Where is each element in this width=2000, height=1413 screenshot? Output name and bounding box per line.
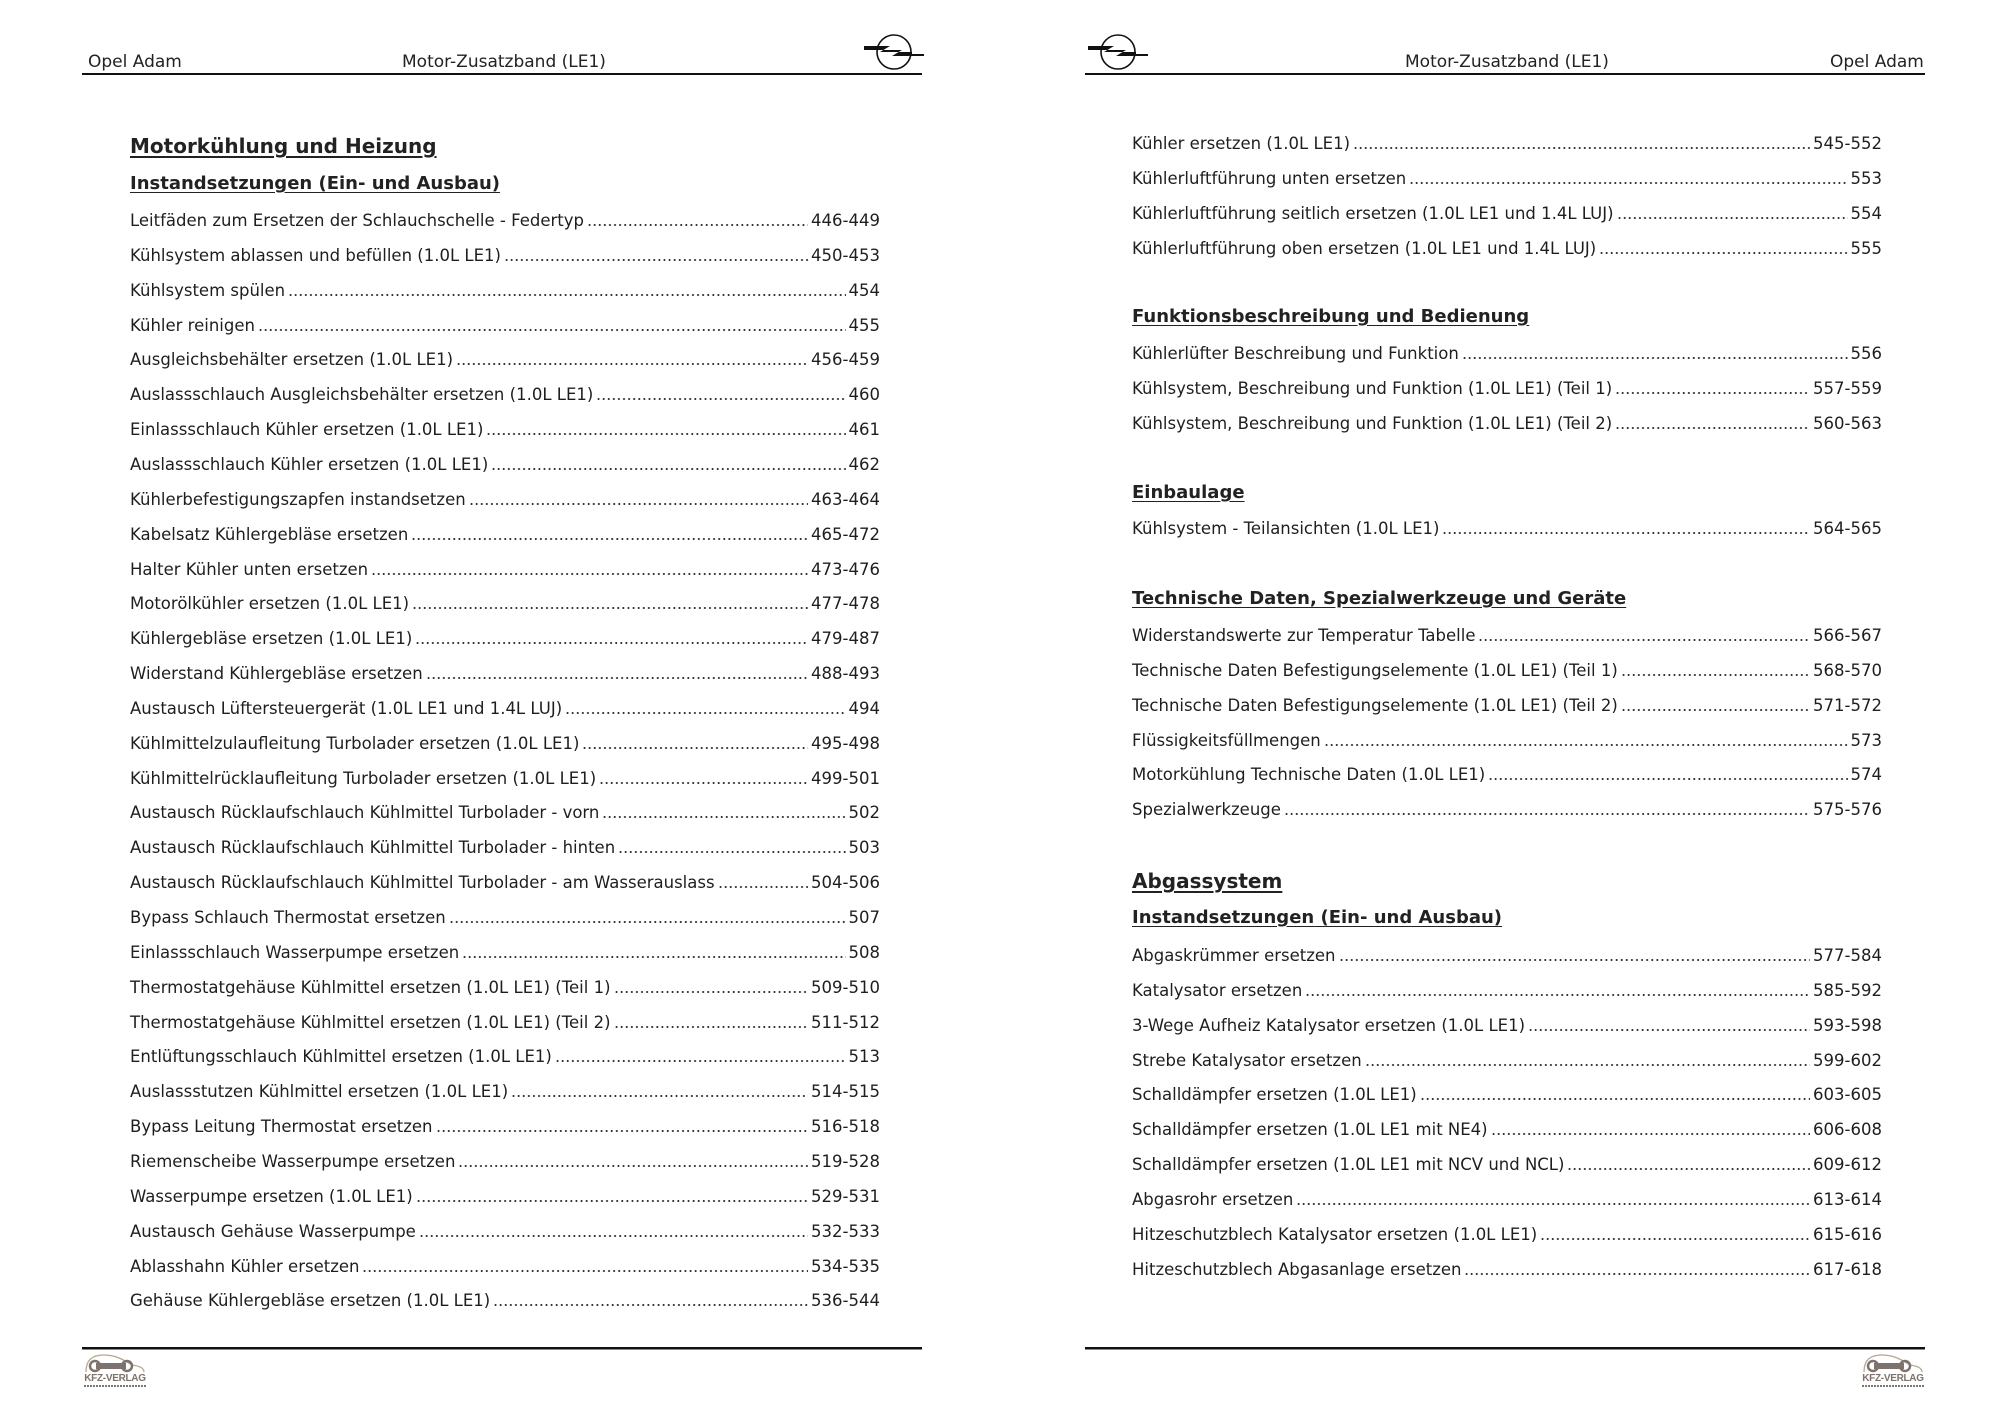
toc-entry[interactable] (130, 1012, 880, 1034)
toc-entry[interactable] (130, 698, 880, 720)
toc-entry[interactable] (130, 1256, 880, 1278)
dot-leader (493, 1291, 808, 1307)
toc-entry-title: Flüssigkeitsfüllmengen (1132, 730, 1321, 750)
toc-entry-title: Gehäuse Kühlergebläse ersetzen (1.0L LE1) (130, 1291, 491, 1311)
toc-entry[interactable] (1132, 133, 1882, 155)
toc-entry-title: Thermostatgehäuse Kühlmittel ersetzen (1.0L LE1) (Teil 2) (130, 1012, 611, 1032)
dot-leader (411, 525, 808, 541)
toc-entry-title: Abgaskrümmer ersetzen (1132, 946, 1336, 965)
toc-entry[interactable] (1132, 1084, 1882, 1106)
toc-entry-pages: 502 (848, 803, 880, 823)
toc-entry-title: Technische Daten Befestigungselemente (1.0L LE1) (Teil 2) (1132, 695, 1618, 715)
toc-entry[interactable] (130, 768, 880, 790)
toc-entry-pages: 454 (848, 280, 880, 300)
toc-entry[interactable] (130, 1290, 880, 1312)
toc-entry-title: Kühlerluftführung oben ersetzen (1.0L LE1 und 1.4L LUJ) (1132, 238, 1597, 258)
toc-entry[interactable] (130, 977, 880, 999)
toc-entry-pages: 536-544 (811, 1291, 880, 1311)
dot-leader (415, 629, 808, 645)
footer-rule (82, 1347, 922, 1350)
toc-entry-title: Thermostatgehäuse Kühlmittel ersetzen (1.0L LE1) (Teil 1) (130, 977, 611, 997)
toc-entry[interactable] (130, 245, 880, 267)
toc-entry-title: Schalldämpfer ersetzen (1.0L LE1) (1132, 1085, 1417, 1105)
toc-entry[interactable] (130, 942, 880, 964)
toc-entry-pages: 613-614 (1813, 1189, 1882, 1209)
dot-leader (288, 281, 845, 297)
section-heading: Einbaulage (1132, 482, 1245, 503)
dot-leader (587, 211, 808, 227)
opel-blitz-logo-icon (862, 30, 926, 74)
toc-entry-title: Kühlerluftführung seitlich ersetzen (1.0L LE1 und 1.4L LUJ) (1132, 203, 1614, 223)
toc-entry[interactable] (1132, 799, 1882, 821)
toc-entry[interactable] (1132, 660, 1882, 682)
dot-leader (565, 699, 845, 715)
toc-entry-pages: 519-528 (811, 1151, 880, 1171)
dot-leader (1296, 1190, 1810, 1206)
footer-rule (1085, 1347, 1925, 1350)
toc-entry[interactable] (1132, 378, 1882, 400)
dot-leader (1621, 696, 1810, 712)
dot-leader (596, 385, 845, 401)
kfz-verlag-logo (82, 1352, 148, 1392)
toc-entry[interactable] (130, 628, 880, 650)
toc-entry-pages: 575-576 (1813, 800, 1882, 820)
dot-leader (555, 1047, 846, 1063)
dot-leader (258, 316, 846, 332)
toc-entry[interactable] (130, 1046, 880, 1068)
dot-leader (1409, 169, 1847, 185)
toc-entry-title: Kühlerluftführung unten ersetzen (1132, 168, 1407, 188)
toc-entry-pages: 456-459 (811, 350, 880, 370)
dot-leader (614, 978, 809, 994)
toc-entry-pages: 516-518 (811, 1117, 880, 1137)
publisher-tagline (1862, 1385, 1924, 1387)
section-heading: Abgassystem (1132, 869, 1283, 893)
toc-entry[interactable] (130, 733, 880, 755)
toc-entry-title: Kühlsystem spülen (130, 280, 286, 300)
toc-entry-title: Austausch Rücklaufschlauch Kühlmittel Turbolader - vorn (130, 803, 600, 823)
publisher-name: KFZ-VERLAG (84, 1373, 146, 1384)
section-subheading: Instandsetzungen (Ein- und Ausbau) (130, 173, 501, 194)
toc-entry-title: Ausgleichsbehälter ersetzen (1.0L LE1) (130, 350, 454, 370)
kfz-verlag-logo (1860, 1352, 1926, 1392)
dot-leader (1284, 800, 1810, 816)
dot-leader (1617, 204, 1848, 220)
toc-entry-pages: 479-487 (811, 629, 880, 649)
toc-entry-pages: 513 (848, 1047, 880, 1067)
dot-leader (614, 1013, 809, 1029)
toc-entry-pages: 450-453 (811, 245, 880, 265)
dot-leader (582, 734, 808, 750)
dot-leader (371, 560, 808, 576)
left-page (0, 0, 960, 1413)
toc-entry-title: Kühler reinigen (130, 315, 255, 335)
dot-leader (1442, 519, 1810, 535)
dot-leader (1339, 946, 1811, 962)
toc-entry-title: Kühlmittelrücklaufleitung Turbolader ersetzen (1.0L LE1) (130, 768, 597, 788)
toc-entry-title: Kühler ersetzen (1.0L LE1) (1132, 134, 1351, 153)
toc-entry[interactable] (1132, 1189, 1882, 1211)
toc-entry-title: Abgasrohr ersetzen (1132, 1189, 1294, 1209)
toc-entry-title: Kabelsatz Kühlergebläse ersetzen (130, 524, 409, 544)
section-heading: Motorkühlung und Heizung (130, 134, 437, 158)
dot-leader (412, 594, 808, 610)
toc-entry-title: Kühlergebläse ersetzen (1.0L LE1) (130, 629, 413, 649)
toc-entry-pages: 461 (848, 420, 880, 440)
toc-entry-pages: 509-510 (811, 977, 880, 997)
toc-entry-pages: 606-608 (1813, 1120, 1882, 1140)
toc-entry-title: Kühlsystem, Beschreibung und Funktion (1.0L LE1) (Teil 2) (1132, 413, 1613, 433)
toc-entry[interactable] (130, 872, 880, 894)
toc-entry[interactable] (130, 280, 880, 302)
toc-entry[interactable] (1132, 1015, 1882, 1037)
toc-entry-title: Einlassschlauch Wasserpumpe ersetzen (130, 942, 460, 962)
toc-entry-pages: 534-535 (811, 1256, 880, 1276)
toc-entry-title: Technische Daten Befestigungselemente (1.0L LE1) (Teil 1) (1132, 660, 1618, 680)
toc-entry[interactable] (1132, 518, 1882, 540)
section-subheading: Instandsetzungen (Ein- und Ausbau) (1132, 907, 1503, 928)
publisher-name: KFZ-VERLAG (1862, 1373, 1924, 1384)
dot-leader (1478, 626, 1810, 642)
toc-entry-pages: 609-612 (1813, 1155, 1882, 1175)
toc-entry-title: Auslassschlauch Kühler ersetzen (1.0L LE1) (130, 454, 489, 474)
toc-entry[interactable] (130, 1186, 880, 1208)
header-rule (1085, 73, 1925, 75)
toc-entry-title: Bypass Leitung Thermostat ersetzen (130, 1117, 433, 1137)
dot-leader (469, 490, 808, 506)
toc-entry[interactable] (130, 524, 880, 546)
toc-entry-pages: 494 (848, 698, 880, 718)
toc-entry[interactable] (130, 1081, 880, 1103)
header-brand: Opel Adam (1830, 52, 1924, 72)
header-title: Motor-Zusatzband (LE1) (402, 52, 606, 72)
toc-entry-pages: 460 (848, 385, 880, 405)
right-page (1000, 0, 2000, 1413)
toc-entry-pages: 495-498 (811, 733, 880, 753)
dot-leader (1540, 1225, 1810, 1241)
toc-entry-pages: 573 (1850, 730, 1882, 750)
dot-leader (419, 1222, 808, 1238)
toc-entry-title: Hitzeschutzblech Abgasanlage ersetzen (1132, 1259, 1462, 1279)
toc-entry-title: Austausch Rücklaufschlauch Kühlmittel Turbolader - am Wasserauslass (130, 873, 715, 893)
toc-entry-pages: 529-531 (811, 1186, 880, 1206)
header-title: Motor-Zusatzband (LE1) (1405, 52, 1609, 72)
toc-entry[interactable] (1132, 238, 1882, 260)
dot-leader (1491, 1120, 1810, 1136)
car-wrench-icon (82, 1352, 148, 1374)
toc-entry-title: Motorkühlung Technische Daten (1.0L LE1) (1132, 765, 1486, 785)
toc-entry[interactable] (130, 559, 880, 581)
toc-entry-title: Widerstand Kühlergebläse ersetzen (130, 664, 423, 684)
toc-entry[interactable] (1132, 413, 1882, 435)
toc-entry-title: Strebe Katalysator ersetzen (1132, 1050, 1362, 1070)
toc-entry-pages: 615-616 (1813, 1224, 1882, 1244)
toc-entry[interactable] (130, 419, 880, 441)
toc-entry-pages: 553 (1850, 168, 1882, 188)
publisher-tagline (84, 1385, 146, 1387)
toc-entry[interactable] (1132, 945, 1882, 967)
toc-entry-pages: 545-552 (1813, 134, 1882, 153)
dot-leader (1528, 1016, 1810, 1032)
section-heading: Technische Daten, Spezialwerkzeuge und Geräte (1132, 588, 1627, 609)
toc-entry-title: Auslassschlauch Ausgleichsbehälter ersetzen (1.0L LE1) (130, 385, 594, 405)
toc-entry-pages: 574 (1850, 765, 1882, 785)
toc-entry-title: Widerstandswerte zur Temperatur Tabelle (1132, 626, 1476, 645)
toc-entry[interactable] (1132, 203, 1882, 225)
toc-entry-pages: 560-563 (1813, 413, 1882, 433)
dot-leader (1420, 1085, 1810, 1101)
dot-leader (449, 908, 846, 924)
dot-leader (602, 803, 845, 819)
dot-leader (436, 1117, 809, 1133)
toc-entry-title: Motorölkühler ersetzen (1.0L LE1) (130, 594, 410, 614)
toc-entry[interactable] (130, 802, 880, 824)
toc-entry-title: Austausch Rücklaufschlauch Kühlmittel Turbolader - hinten (130, 838, 616, 858)
dot-leader (456, 350, 808, 366)
toc-entry-title: Spezialwerkzeuge (1132, 800, 1281, 820)
toc-entry[interactable] (130, 593, 880, 615)
toc-entry-title: Austausch Gehäuse Wasserpumpe (130, 1221, 416, 1241)
toc-entry-pages: 571-572 (1813, 695, 1882, 715)
dot-leader (1615, 414, 1810, 430)
dot-leader (491, 455, 845, 471)
section-heading: Funktionsbeschreibung und Bedienung (1132, 306, 1530, 327)
toc-entry[interactable] (130, 1151, 880, 1173)
toc-entry-pages: 508 (848, 942, 880, 962)
toc-entry-pages: 603-605 (1813, 1085, 1882, 1105)
dot-leader (1464, 1260, 1810, 1276)
toc-entry-pages: 599-602 (1813, 1050, 1882, 1070)
toc-entry-title: Wasserpumpe ersetzen (1.0L LE1) (130, 1186, 413, 1206)
toc-entry-pages: 473-476 (811, 559, 880, 579)
toc-entry-pages: 488-493 (811, 664, 880, 684)
toc-entry-title: Kühlerbefestigungszapfen instandsetzen (130, 489, 466, 509)
dot-leader (618, 838, 845, 854)
dot-leader (1599, 239, 1847, 255)
toc-entry-title: Katalysator ersetzen (1132, 980, 1303, 1000)
toc-entry-pages: 566-567 (1813, 626, 1882, 645)
toc-entry-pages: 504-506 (811, 873, 880, 893)
toc-entry-pages: 555 (1850, 238, 1882, 258)
dot-leader (1462, 344, 1848, 360)
toc-entry-title: Bypass Schlauch Thermostat ersetzen (130, 908, 446, 927)
toc-entry-pages: 564-565 (1813, 519, 1882, 538)
toc-entry[interactable] (130, 210, 880, 232)
toc-entry[interactable] (1132, 980, 1882, 1002)
toc-entry[interactable] (1132, 625, 1882, 647)
toc-entry-title: Kühlsystem, Beschreibung und Funktion (1.0L LE1) (Teil 1) (1132, 378, 1613, 398)
toc-entry-title: Hitzeschutzblech Katalysator ersetzen (1.0L LE1) (1132, 1224, 1538, 1244)
dot-leader (362, 1257, 808, 1273)
toc-entry-title: Austausch Lüftersteuergerät (1.0L LE1 und 1.4L LUJ) (130, 698, 563, 718)
dot-leader (1305, 981, 1810, 997)
toc-entry[interactable] (1132, 168, 1882, 190)
toc-entry-title: Kühlmittelzulaufleitung Turbolader ersetzen (1.0L LE1) (130, 733, 580, 753)
toc-entry-pages: 532-533 (811, 1221, 880, 1241)
toc-entry[interactable] (130, 315, 880, 337)
toc-entry-pages: 455 (848, 315, 880, 335)
toc-entry[interactable] (1132, 1259, 1882, 1281)
toc-entry-pages: 568-570 (1813, 660, 1882, 680)
toc-entry-pages: 585-592 (1813, 980, 1882, 1000)
toc-entry-title: Entlüftungsschlauch Kühlmittel ersetzen (1.0L LE1) (130, 1047, 552, 1067)
toc-entry-title: Auslassstutzen Kühlmittel ersetzen (1.0L LE1) (130, 1082, 509, 1102)
dot-leader (416, 1187, 808, 1203)
toc-entry[interactable] (1132, 343, 1882, 365)
dot-leader (511, 1082, 808, 1098)
dot-leader (486, 420, 845, 436)
toc-entry-title: Riemenscheibe Wasserpumpe ersetzen (130, 1151, 456, 1171)
header-brand: Opel Adam (88, 52, 182, 72)
toc-entry-pages: 557-559 (1813, 378, 1882, 398)
toc-entry-title: Einlassschlauch Kühler ersetzen (1.0L LE1) (130, 420, 484, 440)
toc-entry[interactable] (130, 489, 880, 511)
toc-entry[interactable] (1132, 764, 1882, 786)
dot-leader (1365, 1051, 1810, 1067)
dot-leader (504, 246, 808, 262)
toc-entry-pages: 462 (848, 454, 880, 474)
toc-entry-title: Leitfäden zum Ersetzen der Schlauchschelle - Federtyp (130, 211, 584, 230)
toc-entry[interactable] (1132, 1154, 1882, 1176)
dot-leader (1567, 1155, 1810, 1171)
dot-leader (458, 1152, 808, 1168)
toc-entry-title: Ablasshahn Kühler ersetzen (130, 1256, 360, 1276)
toc-entry-title: Schalldämpfer ersetzen (1.0L LE1 mit NCV und NCL) (1132, 1155, 1565, 1175)
toc-entry[interactable] (130, 663, 880, 685)
toc-entry-title: Kühlsystem - Teilansichten (1.0L LE1) (1132, 519, 1440, 538)
toc-entry-title: Halter Kühler unten ersetzen (130, 559, 369, 579)
toc-entry-title: 3-Wege Aufheiz Katalysator ersetzen (1.0L LE1) (1132, 1015, 1526, 1035)
toc-entry[interactable] (130, 349, 880, 371)
toc-entry-pages: 477-478 (811, 594, 880, 614)
toc-entry-pages: 577-584 (1813, 946, 1882, 965)
toc-entry-pages: 556 (1850, 344, 1882, 363)
dot-leader (462, 943, 845, 959)
toc-entry-pages: 446-449 (811, 211, 880, 230)
dot-leader (1353, 134, 1810, 150)
toc-entry-title: Kühlsystem ablassen und befüllen (1.0L LE1) (130, 245, 501, 265)
toc-entry[interactable] (1132, 1224, 1882, 1246)
dot-leader (718, 873, 808, 889)
toc-entry-title: Schalldämpfer ersetzen (1.0L LE1 mit NE4) (1132, 1120, 1488, 1140)
dot-leader (1488, 765, 1847, 781)
toc-entry-pages: 503 (848, 838, 880, 858)
toc-entry-title: Kühlerlüfter Beschreibung und Funktion (1132, 344, 1459, 363)
dot-leader (1621, 661, 1810, 677)
toc-entry-pages: 554 (1850, 203, 1882, 223)
toc-entry-pages: 507 (848, 908, 880, 927)
toc-entry-pages: 463-464 (811, 489, 880, 509)
dot-leader (599, 769, 808, 785)
toc-entry-pages: 511-512 (811, 1012, 880, 1032)
dot-leader (1324, 731, 1848, 747)
dot-leader (426, 664, 808, 680)
toc-entry[interactable] (1132, 730, 1882, 752)
dot-leader (1615, 379, 1810, 395)
toc-entry[interactable] (130, 907, 880, 929)
toc-entry[interactable] (1132, 695, 1882, 717)
toc-entry[interactable] (130, 837, 880, 859)
toc-entry-pages: 593-598 (1813, 1015, 1882, 1035)
car-wrench-icon (1860, 1352, 1926, 1374)
toc-entry-pages: 514-515 (811, 1082, 880, 1102)
toc-entry[interactable] (130, 1221, 880, 1243)
toc-entry-pages: 465-472 (811, 524, 880, 544)
toc-entry-pages: 617-618 (1813, 1259, 1882, 1279)
toc-entry[interactable] (1132, 1119, 1882, 1141)
toc-entry-pages: 499-501 (811, 768, 880, 788)
toc-entry[interactable] (1132, 1050, 1882, 1072)
toc-entry[interactable] (130, 454, 880, 476)
toc-entry[interactable] (130, 384, 880, 406)
toc-entry[interactable] (130, 1116, 880, 1138)
header-rule (82, 73, 922, 75)
